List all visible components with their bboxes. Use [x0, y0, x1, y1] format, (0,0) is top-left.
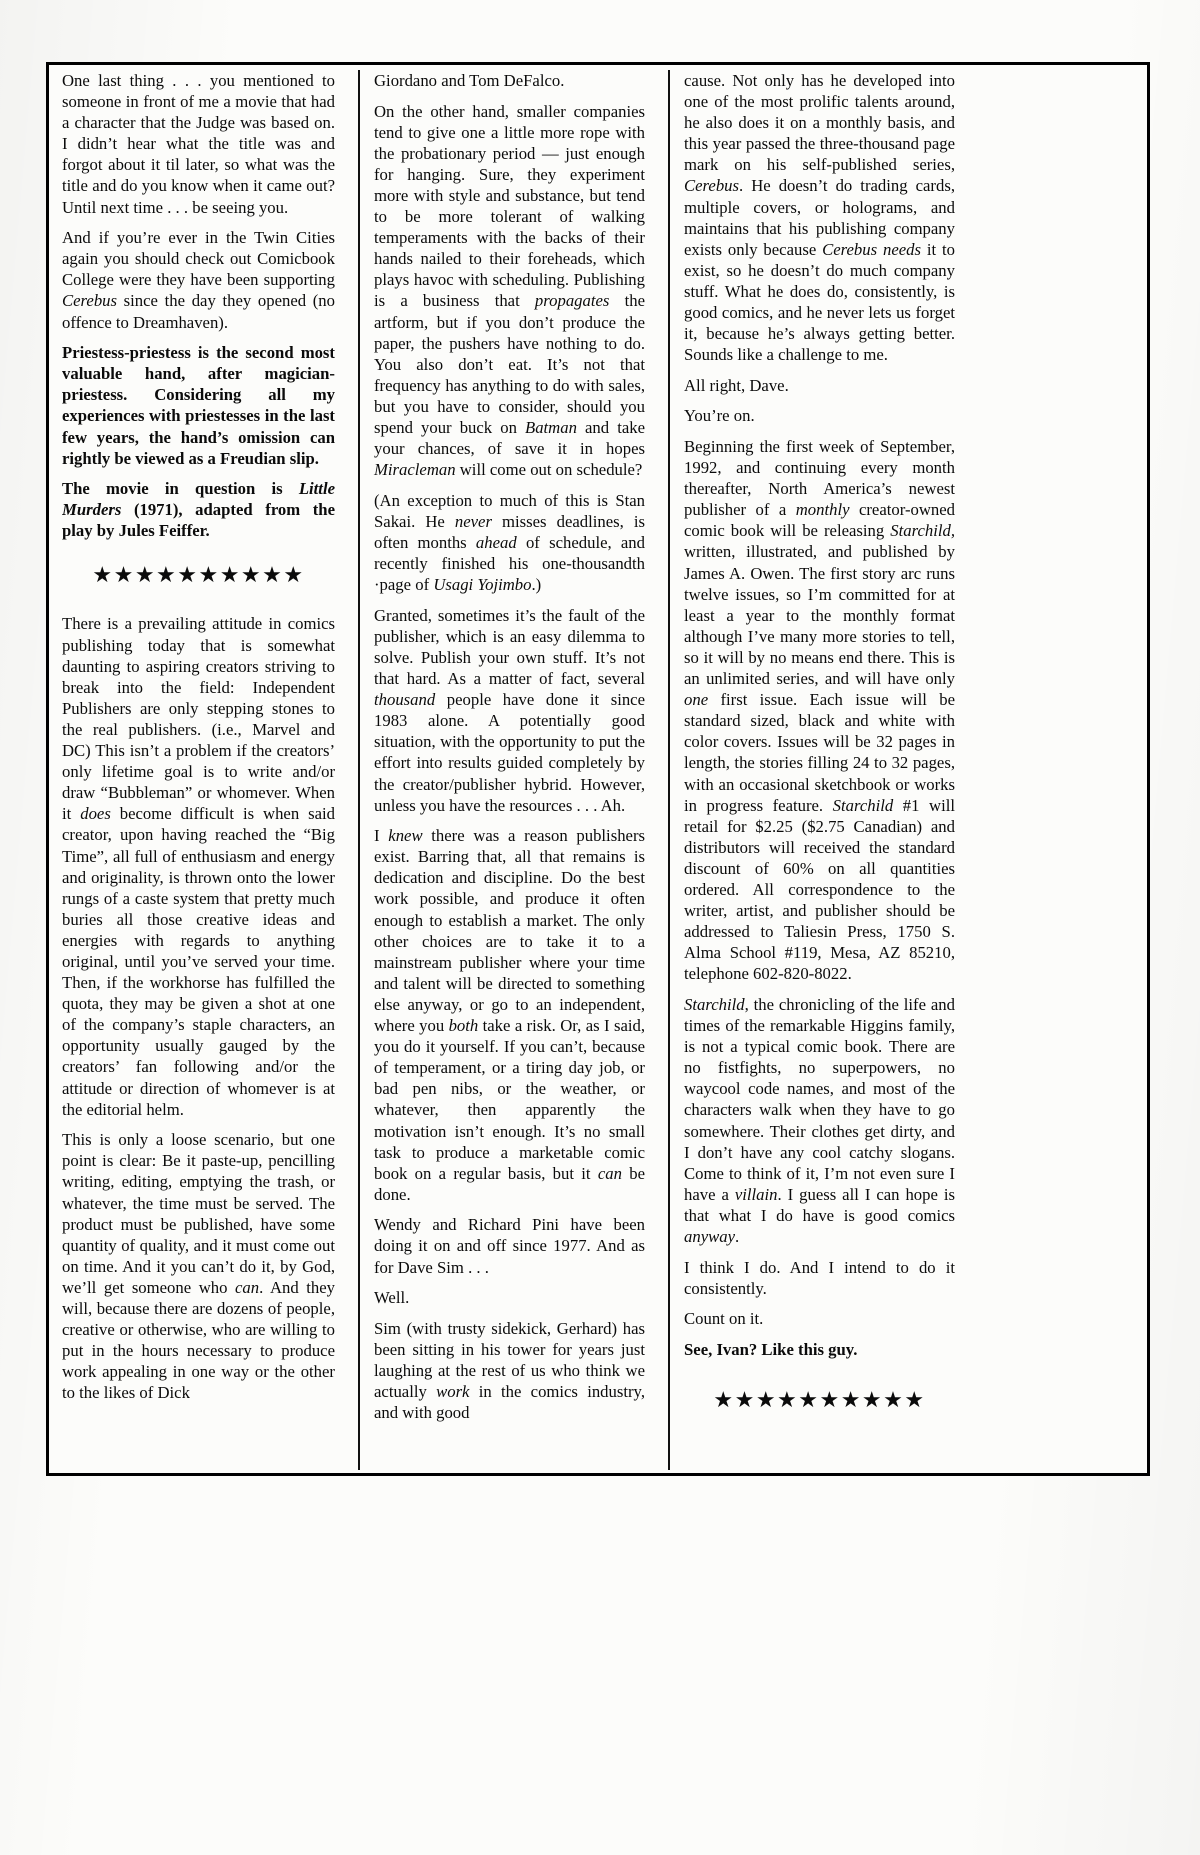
text-column-1 [62, 70, 344, 1470]
editor-reply-paragraph: Priestess-priestess is the second most valuable hand, after magician-priestess. Considering all my experiences with priestesses in the last few years, the hand’s omission can rightly be viewed as a Freudian slip. [62, 343, 335, 468]
text-column-3 [668, 70, 964, 1470]
body-paragraph: All right, Dave. [684, 375, 789, 395]
italic-title-run: ahead [475, 532, 517, 552]
italic-title-run: Batman [525, 418, 577, 437]
star-divider: ★★★★★★★★★★ [92, 563, 305, 589]
body-paragraph: Giordano and Tom DeFalco. [374, 71, 565, 90]
italic-title-run: anyway [684, 1226, 735, 1246]
body-paragraph: This is only a loose scenario, but one point is clear: Be it paste-up, pencilling writing, editing, emptying the trash, or whatever, the time must be served. The product must be published, have some quantity of quality, and it must come out on time. And it you can’t do it, by God, we’ll get someone who can. And they will, because there are dozens of people, creative or otherwise, who are willing to put in the hours necessary to produce work appealing in one way or the other to the likes of Dick [62, 1130, 335, 1403]
editor-reply-paragraph: The movie in question is Little Murders (1971), adapted from the play by Jules Feiffer. [62, 479, 335, 541]
body-paragraph: (An exception to much of this is Stan Sakai. He never misses deadlines, is often months ahead of schedule, and recently finished his one-thousandth ·page of Usagi Yojimbo.) [374, 490, 645, 595]
italic-title-run: Starchild, [890, 521, 955, 541]
body-paragraph: Count on it. [684, 1309, 764, 1329]
body-paragraph: Sim (with trusty sidekick, Gerhard) has been sitting in his tower for years just laughing at the rest of us who think we actually work in the comics industry, and with good [374, 1318, 645, 1423]
body-paragraph: I knew there was a reason publishers exist. Barring that, all that remains is dedication and discipline. Do the best work possible, and produce it often enough to establish a market. The only other choices are to take it to a mainstream publisher where your time and talent will be directed to something else anyway, or go to an independent, where you both take a risk. Or, as I said, you do it yourself. If you can’t, because of temperament, or a tiring day job, or bad pen nibs, or the weather, or whatever, then apparently the motivation isn’t enough. It’s no small task to produce a marketable comic book on a regular basis, but it can be done. [374, 826, 645, 1204]
italic-title-run: Starchild [832, 795, 894, 815]
body-paragraph: You’re on. [684, 406, 755, 426]
italic-title-run: villain [734, 1184, 778, 1204]
italic-title-run: work [436, 1382, 470, 1402]
body-paragraph: And if you’re ever in the Twin Cities again you should check out Comicbook College were they have been supporting Cerebus since the day they opened (no offence to Dreamhaven). [62, 228, 335, 332]
body-paragraph: One last thing . . . you mentioned to someone in front of me a movie that had a character that the Judge was based on. I didn’t hear what the title was and forgot about it til later, so what was the title and do you know when it came out? Until next time . . . be seeing you. [62, 71, 335, 217]
body-paragraph: Beginning the first week of September, 1992, and continuing every month thereafter, North America’s newest publisher of a monthly creator-owned comic book will be releasing Starchild, written, illustrated, and published by James A. Owen. The first story arc runs twelve issues, so I’m committed for at least a year to the monthly format although I’ve many more stories to tell, so it will by no means end there. This is an unlimited series, and will have only one first issue. Each issue will be standard sized, black and white with color covers. Issues will be 32 pages in length, the stories filling 24 to 32 pages, with an occasional sketchbook or works in progress feature. Starchild #1 will retail for $2.25 ($2.75 Canadian) and distributors will received the standard discount of 60% on all quantities ordered. All correspondence to the writer, artist, and publisher should be addressed to Taliesin Press, 1750 S. Alma School #119, Mesa, AZ 85210, telephone 602-820-8022. [684, 437, 955, 984]
italic-title-run: Cerebus needs [822, 239, 921, 259]
italic-title-run: Starchild [684, 994, 745, 1014]
italic-title-run: does [80, 804, 111, 824]
italic-title-run: can [597, 1163, 622, 1183]
body-paragraph: Well. [374, 1288, 410, 1308]
italic-title-run: both [448, 1016, 479, 1036]
italic-title-run: Cerebus [62, 291, 117, 311]
italic-title-run: knew [388, 826, 423, 846]
italic-title-run: thousand [374, 690, 436, 710]
italic-title-run: Cerebus [684, 176, 739, 196]
body-paragraph: Granted, sometimes it’s the fault of the publisher, which is an easy dilemma to solve. Publish your own stuff. It’s not that hard. As a matter of fact, several thousand people have done it since 1983 alone. A potentially good situation, with the opportunity to put the effort into results guided completely by the creator/publisher hybrid. However, unless you have the resources . . . Ah. [374, 605, 645, 815]
editor-reply-paragraph: See, Ivan? Like this guy. [684, 1339, 858, 1359]
italic-title-run: Little Murders [62, 479, 335, 520]
italic-title-run: monthly [795, 500, 850, 520]
body-paragraph: There is a prevailing attitude in comics publishing today that is somewhat daunting to aspiring creators striving to break into the field: Independent Publishers are only stepping stones to the real publishers. (i.e., Marvel and DC) This isn’t a problem if the creators’ only lifetime goal is to write and/or draw “Bubbleman” or whomever. When it does become difficult is when said creator, upon having reached the “Big Time”, all full of enthusiasm and energy and originality, is thrown onto the lower rungs of a caste system that pretty much buries all those creative ideas and energies with regards to anything original, until you’ve served your time. Then, if the workhorse has fulfilled the quota, they may be given a shot at one of the company’s staple characters, an opportunity usually gauged by the creators’ fan following and/or the attitude or direction of whomever is at the editorial helm. [62, 614, 335, 1119]
body-paragraph: I think I do. And I intend to do it consistently. [684, 1257, 955, 1298]
italic-title-run: propagates [534, 291, 610, 311]
body-paragraph: On the other hand, smaller companies tend to give one a little more rope with the probationary period — just enough for hanging. Sure, they experiment more with style and substance, but tend to be more tolerant of walking temperaments with the backs of their hands nailed to their foreheads, which plays havoc with scheduling. Publishing is a business that propagates the artform, but if you don’t produce the paper, the pushers have nothing to do. You also don’t eat. It’s not that frequency has anything to do with sales, but you have to consider, should you spend your buck on Batman and take your chances, of save it in hopes Miracleman will come out on schedule? [374, 101, 645, 480]
italic-title-run: can [235, 1277, 260, 1297]
body-paragraph: Starchild, the chronicling of the life and times of the remarkable Higgins family, is not a typical comic book. There are no fistfights, no superpowers, no waycool code names, and most of the characters walk when they have to go somewhere. Their clothes get dirty, and I don’t have any cool catchy slogans. Come to think of it, I’m not even sure I have a villain. I guess all I can hope is that what I do have is good comics anyway. [684, 994, 955, 1246]
body-paragraph: Wendy and Richard Pini have been doing it on and off since 1977. And as for Dave Sim . . . [374, 1215, 645, 1277]
italic-title-run: one [684, 690, 709, 710]
italic-title-run: never [454, 511, 492, 531]
italic-title-run: Miracleman [374, 460, 456, 480]
star-divider: ★★★★★★★★★★ [713, 1387, 926, 1413]
body-paragraph: cause. Not only has he developed into one of the most prolific talents around, he also does it on a monthly basis, and this year passed the three-thousand page mark on his self-published series, Cerebus. He doesn’t do trading cards, multiple covers, or holograms, and maintains that his publishing company exists only because Cerebus needs it to exist, so he doesn’t do much company stuff. What he does do, consistently, is good comics, and he never lets us forget it, because he’s always getting better. Sounds like a challenge to me. [684, 71, 955, 365]
italic-title-run: Usagi Yojimbo [433, 575, 532, 595]
text-column-2 [358, 70, 654, 1470]
three-column-text-body [62, 70, 1136, 1470]
